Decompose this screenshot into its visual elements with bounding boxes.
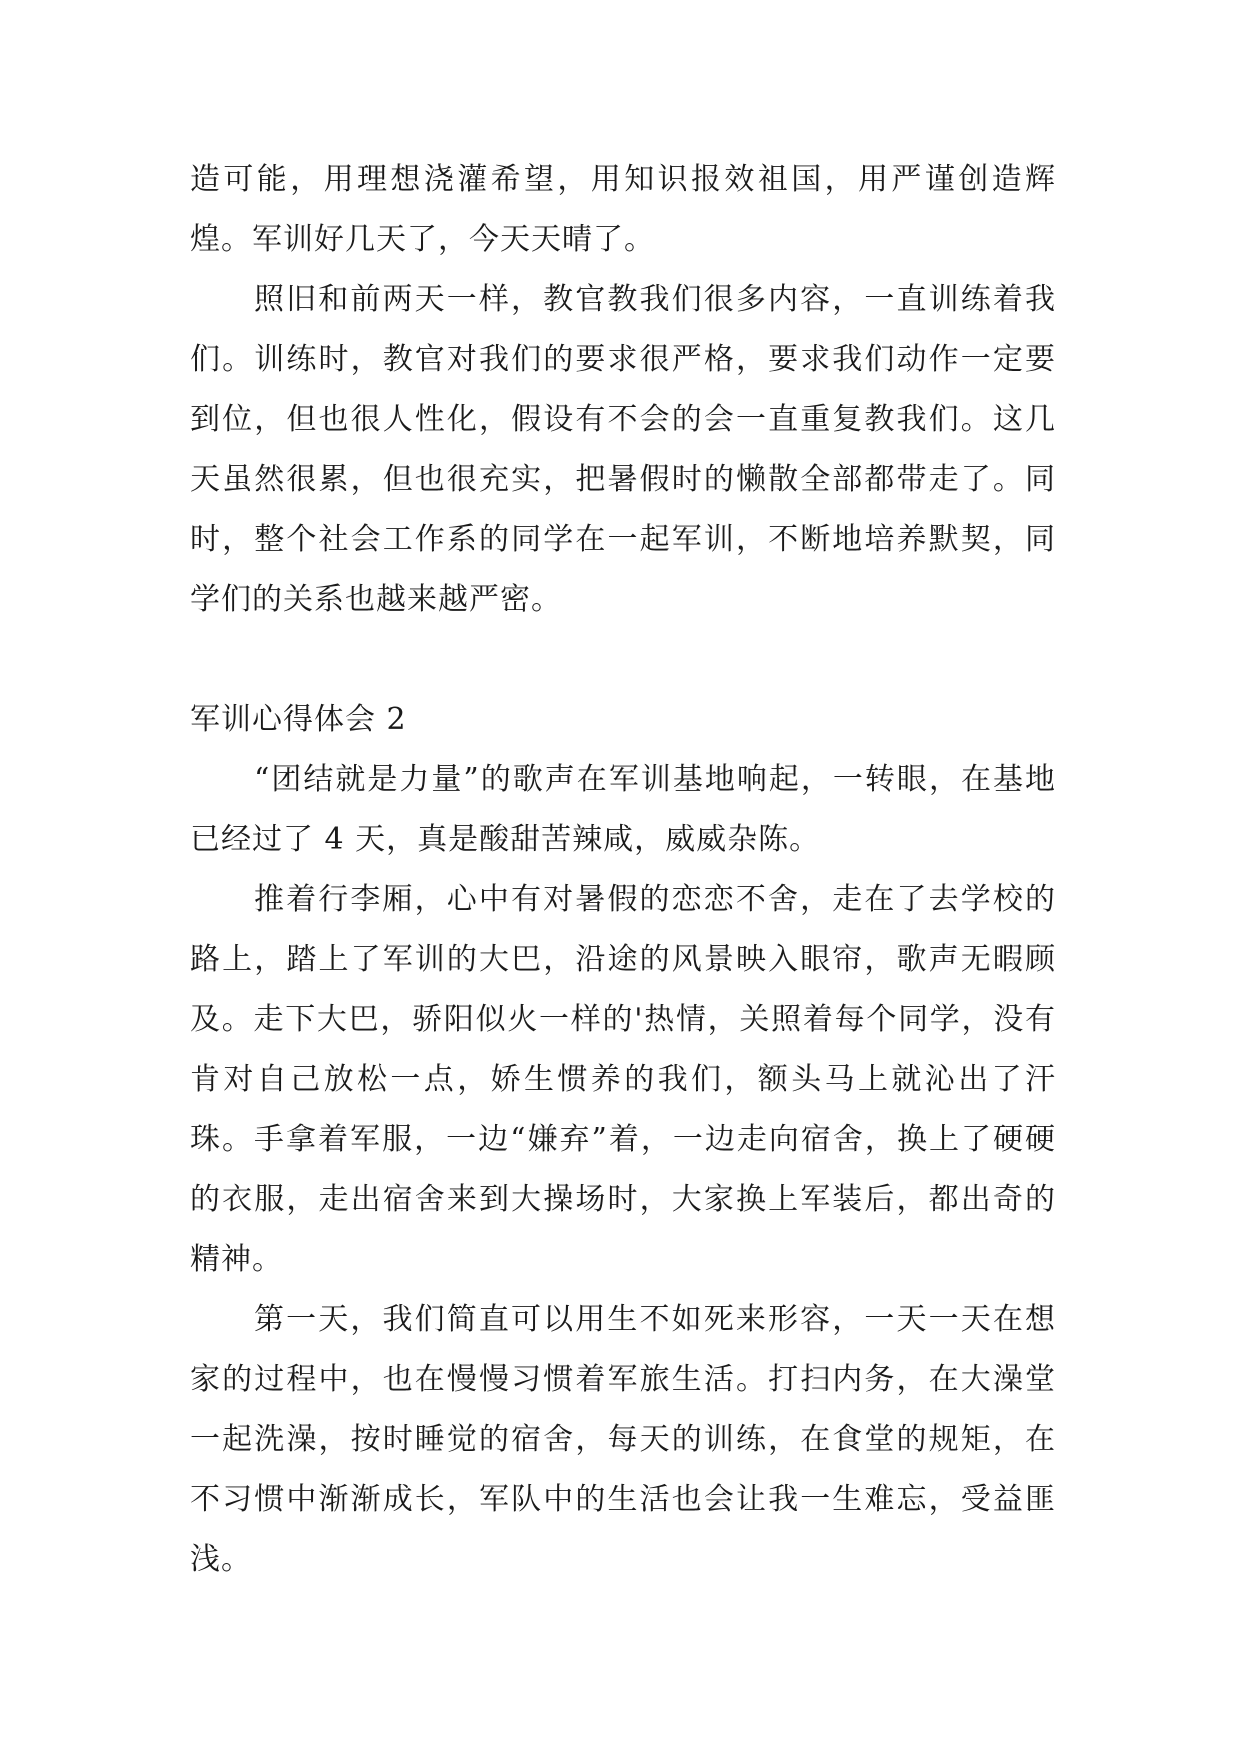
section-gap: [190, 630, 1056, 690]
document-body: [190, 150, 1056, 1590]
section-title: 军训心得体会 2: [190, 702, 407, 737]
paragraph: “团结就是力量”的歌声在军训基地响起，一转眼，在基地已经过了 4 天，真是酸甜苦辣咸，威威杂陈。: [190, 762, 1056, 857]
paragraph: 第一天，我们简直可以用生不如死来形容，一天一天在想家的过程中，也在慢慢习惯着军旅生活。打扫内务，在大澡堂一起洗澡，按时睡觉的宿舍，每天的训练，在食堂的规矩，在不习惯中渐渐成长，军队中的生活也会让我一生难忘，受益匪浅。: [190, 1302, 1056, 1577]
paragraph-continued: 造可能，用理想浇灌希望，用知识报效祖国，用严谨创造辉煌。军训好几天了，今天天晴了。: [190, 162, 1056, 257]
paragraph: 推着行李厢，心中有对暑假的恋恋不舍，走在了去学校的路上，踏上了军训的大巴，沿途的风景映入眼帘，歌声无暇顾及。走下大巴，骄阳似火一样的'热情，关照着每个同学，没有肯对自己放松一点，娇生惯养的我们，额头马上就沁出了汗珠。手拿着军服，一边“嫌弃”着，一边走向宿舍，换上了硬硬的衣服，走出宿舍来到大操场时，大家换上军装后，都出奇的精神。: [190, 882, 1056, 1277]
paragraph: 照旧和前两天一样，教官教我们很多内容，一直训练着我们。训练时，教官对我们的要求很严格，要求我们动作一定要到位，但也很人性化，假设有不会的会一直重复教我们。这几天虽然很累，但也很充实，把暑假时的懒散全部都带走了。同时，整个社会工作系的同学在一起军训，不断地培养默契，同学们的关系也越来越严密。: [190, 282, 1056, 617]
